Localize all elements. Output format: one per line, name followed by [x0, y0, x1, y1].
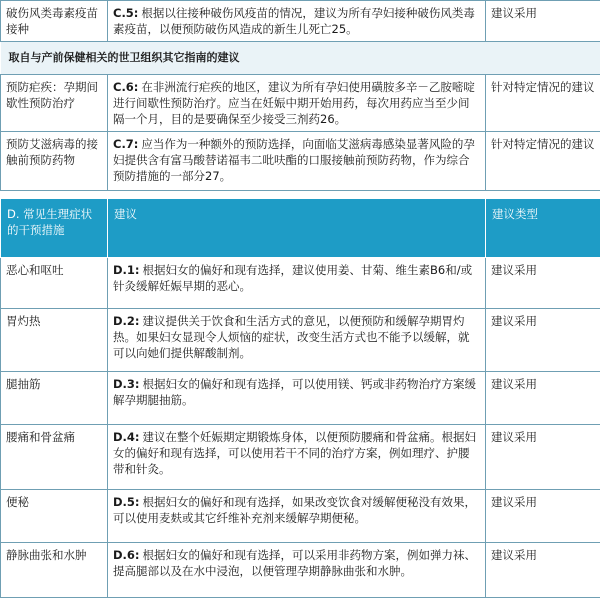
recommendation-type: 建议采用 [486, 490, 600, 543]
recommendation-type: 针对特定情况的建议 [486, 75, 600, 132]
row-title: 预防艾滋病毒的接触前预防药物 [1, 132, 108, 191]
recommendation-cell [108, 258, 486, 309]
header-recommendation: 建议 [108, 199, 486, 258]
row-title: 恶心和呕吐 [1, 258, 108, 309]
recommendation-cell [108, 543, 486, 598]
recommendation-type: 建议采用 [486, 309, 600, 372]
recommendation-text: 根据妇女的偏好和现有选择，建议使用姜、甘菊、维生素B6和/或针灸缓解妊娠早期的恶心。 [113, 263, 473, 293]
table-row [1, 132, 600, 191]
recommendation-text: 建议在整个妊娠期定期锻炼身体，以便预防腰痛和骨盆痛。根据妇女的偏好和现有选择，可以使用若干不同的治疗方案，例如理疗、护腰带和针灸。 [113, 430, 477, 476]
recommendation-text: 根据妇女的偏好和现有选择，可以采用非药物方案，例如弹力袜、提高腿部以及在水中浸泡，以便管理孕期静脉曲张和水肿。 [113, 548, 477, 578]
header-type: 建议类型 [486, 199, 600, 258]
table-row [1, 309, 600, 372]
recommendation-code: D.3: [113, 377, 140, 391]
recommendation-code: D.1: [113, 263, 140, 277]
row-title: 胃灼热 [1, 309, 108, 372]
recommendation-text: 根据妇女的偏好和现有选择，可以使用镁、钙或非药物治疗方案缓解孕期腿抽筋。 [113, 377, 477, 407]
recommendation-code: C.7: [113, 137, 139, 151]
recommendation-type: 针对特定情况的建议 [486, 132, 600, 191]
recommendation-code: D.6: [113, 548, 140, 562]
row-title: 便秘 [1, 490, 108, 543]
row-title: 腰痛和骨盆痛 [1, 425, 108, 490]
recommendation-code: C.5: [113, 6, 139, 20]
row-title: 静脉曲张和水肿 [1, 543, 108, 598]
recommendation-code: D.2: [113, 314, 140, 328]
band-title: 取自与产前保健相关的世卫组织其它指南的建议 [1, 42, 600, 75]
recommendation-code: D.5: [113, 495, 140, 509]
recommendation-text: 应当作为一种额外的预防选择，向面临艾滋病毒感染显著风险的孕妇提供含有富马酸替诺福韦二吡呋酯的口服接触前预防药物，作为综合预防措施的一部分27。 [113, 137, 475, 183]
table-row [1, 490, 600, 543]
recommendation-cell [108, 490, 486, 543]
recommendation-type: 建议采用 [486, 543, 600, 598]
recommendation-text: 根据以往接种破伤风疫苗的情况，建议为所有孕妇接种破伤风类毒素疫苗，以便预防破伤风造成的新生儿死亡25。 [113, 6, 475, 36]
recommendation-type: 建议采用 [486, 425, 600, 490]
table-row [1, 425, 600, 490]
table-row [1, 258, 600, 309]
table-gap [1, 191, 600, 199]
header-intervention: D. 常见生理症状的干预措施 [1, 199, 108, 258]
recommendation-cell [108, 1, 486, 42]
recommendation-cell [108, 75, 486, 132]
table-row [1, 543, 600, 598]
recommendation-code: D.4: [113, 430, 140, 444]
recommendation-cell [108, 425, 486, 490]
recommendation-cell [108, 132, 486, 191]
table-row [1, 75, 600, 132]
recommendation-type: 建议采用 [486, 258, 600, 309]
section-band [1, 42, 600, 75]
recommendation-type: 建议采用 [486, 1, 600, 42]
recommendation-text: 建议提供关于饮食和生活方式的意见，以便预防和缓解孕期胃灼热。如果妇女显现令人烦恼的症状，改变生活方式也不能予以缓解，就可以向她们提供解酸制剂。 [113, 314, 470, 360]
recommendation-type: 建议采用 [486, 372, 600, 425]
table-row [1, 372, 600, 425]
recommendation-text: 在非洲流行疟疾的地区，建议为所有孕妇使用磺胺多辛－乙胺嘧啶进行间歇性预防治疗。应当在妊娠中期开始用药，每次用药应当至少间隔一个月，目的是要确保至少接受三剂药26。 [113, 80, 475, 126]
recommendation-cell [108, 309, 486, 372]
recommendation-code: C.6: [113, 80, 139, 94]
row-title: 预防疟疾：孕期间歇性预防治疗 [1, 75, 108, 132]
recommendation-text: 根据妇女的偏好和现有选择，如果改变饮食对缓解便秘没有效果，可以使用麦麸或其它纤维补充剂来缓解孕期便秘。 [113, 495, 477, 525]
recommendation-cell [108, 372, 486, 425]
table-row [1, 1, 600, 42]
section-d-header [1, 199, 600, 258]
row-title: 破伤风类毒素疫苗接种 [1, 1, 108, 42]
row-title: 腿抽筋 [1, 372, 108, 425]
